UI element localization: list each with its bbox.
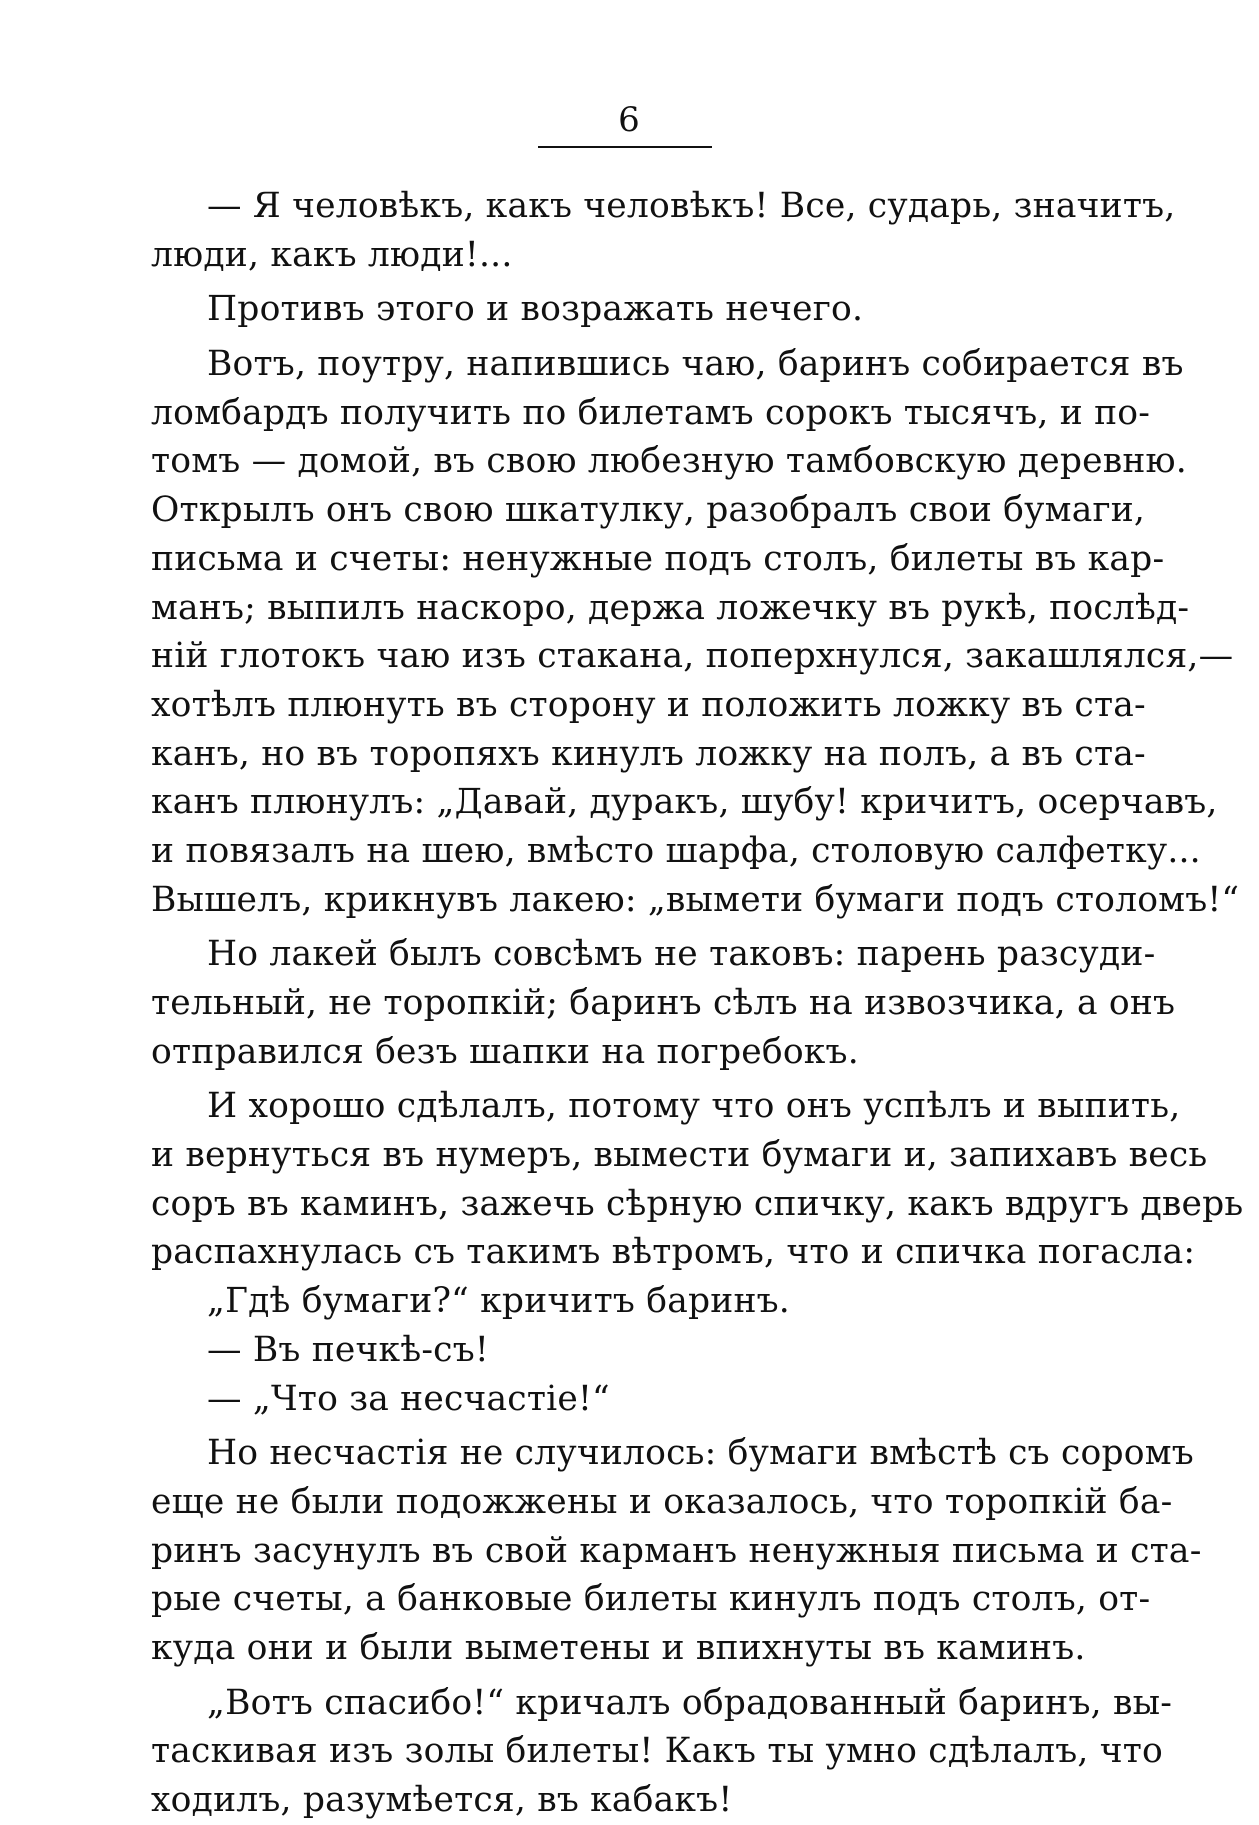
text-line: Открылъ онъ свою шкатулку, разобралъ свои бумаги, [151,490,1146,531]
text-line: Но лакей былъ совсѣмъ не таковъ: парень разсуди- [207,934,1156,975]
text-line: таскивая изъ золы билеты! Какъ ты умно сдѣлалъ, что [151,1731,1164,1772]
text-line: „Гдѣ бумаги?“ кричитъ баринъ. [207,1281,790,1322]
text-line: Вотъ, поутру, напившись чаю, баринъ собирается въ [207,344,1184,385]
text-line: канъ плюнулъ: „Давай, дуракъ, шубу! кричитъ, осерчавъ, [151,782,1218,823]
text-line: — Я человѣкъ, какъ человѣкъ! Все, сударь, значитъ, [207,186,1176,226]
text-line: и вернуться въ нумеръ, вымести бумаги и, запихавъ весь [151,1135,1208,1176]
text-line: еще не были подожжены и оказалось, что торопкій ба- [151,1481,1173,1522]
text-line: ломбардъ получить по билетамъ сорокъ тысячъ, и по- [151,392,1151,433]
text-line: И хорошо сдѣлалъ, потому что онъ успѣлъ и выпить, [207,1086,1181,1127]
body-text [151,182,1244,1825]
text-line: — „Что за несчастіе!“ [207,1378,610,1419]
text-line: тельный, не торопкій; баринъ сѣлъ на извозчика, а онъ [151,983,1176,1023]
text-line: томъ — домой, въ свою любезную тамбовскую деревню. [151,441,1187,482]
text-line: и повязалъ на шею, вмѣсто шарфа, столовую салфетку... [151,830,1201,871]
text-line: манъ; выпилъ наскоро, держа ложечку въ рукѣ, послѣд- [151,587,1190,628]
text-line: Но несчастія не случилось: бумаги вмѣстѣ съ соромъ [207,1433,1194,1474]
text-line: Вышелъ, крикнувъ лакею: „вымети бумаги подъ столомъ!“ [151,879,1240,920]
text-line: — Въ печкѣ-съ! [207,1329,489,1370]
text-line: ринъ засунулъ въ свой карманъ ненужныя письма и ста- [151,1530,1202,1571]
text-line: соръ въ каминъ, зажечь сѣрную спичку, какъ вдругъ дверь [151,1183,1244,1224]
text-line: ходилъ, разумѣется, въ кабакъ! [151,1780,733,1820]
page-number: 6 [618,100,641,140]
text-line: канъ, но въ торопяхъ кинулъ ложку на полъ, а въ ста- [151,733,1146,774]
text-line: „Вотъ спасибо!“ кричалъ обрадованный баринъ, вы- [207,1682,1173,1723]
text-line: ній глотокъ чаю изъ стакана, поперхнулся, закашлялся,— [151,636,1234,677]
text-line: отправился безъ шапки на погребокъ. [151,1031,859,1072]
text-line: куда они и были выметены и впихнуты въ каминъ. [151,1627,1086,1668]
text-line: хотѣлъ плюнуть въ сторону и положить ложку въ ста- [151,684,1146,725]
header-rule [538,146,712,148]
text-line: Противъ этого и возражать нечего. [207,289,864,330]
text-line: люди, какъ люди!... [151,234,513,275]
text-line: распахнулась съ такимъ вѣтромъ, что и спичка погасла: [151,1232,1196,1273]
text-line: рые счеты, а банковые билеты кинулъ подъ столъ, от- [151,1579,1151,1620]
text-line: письма и счеты: ненужные подъ столъ, билеты въ кар- [151,538,1165,579]
